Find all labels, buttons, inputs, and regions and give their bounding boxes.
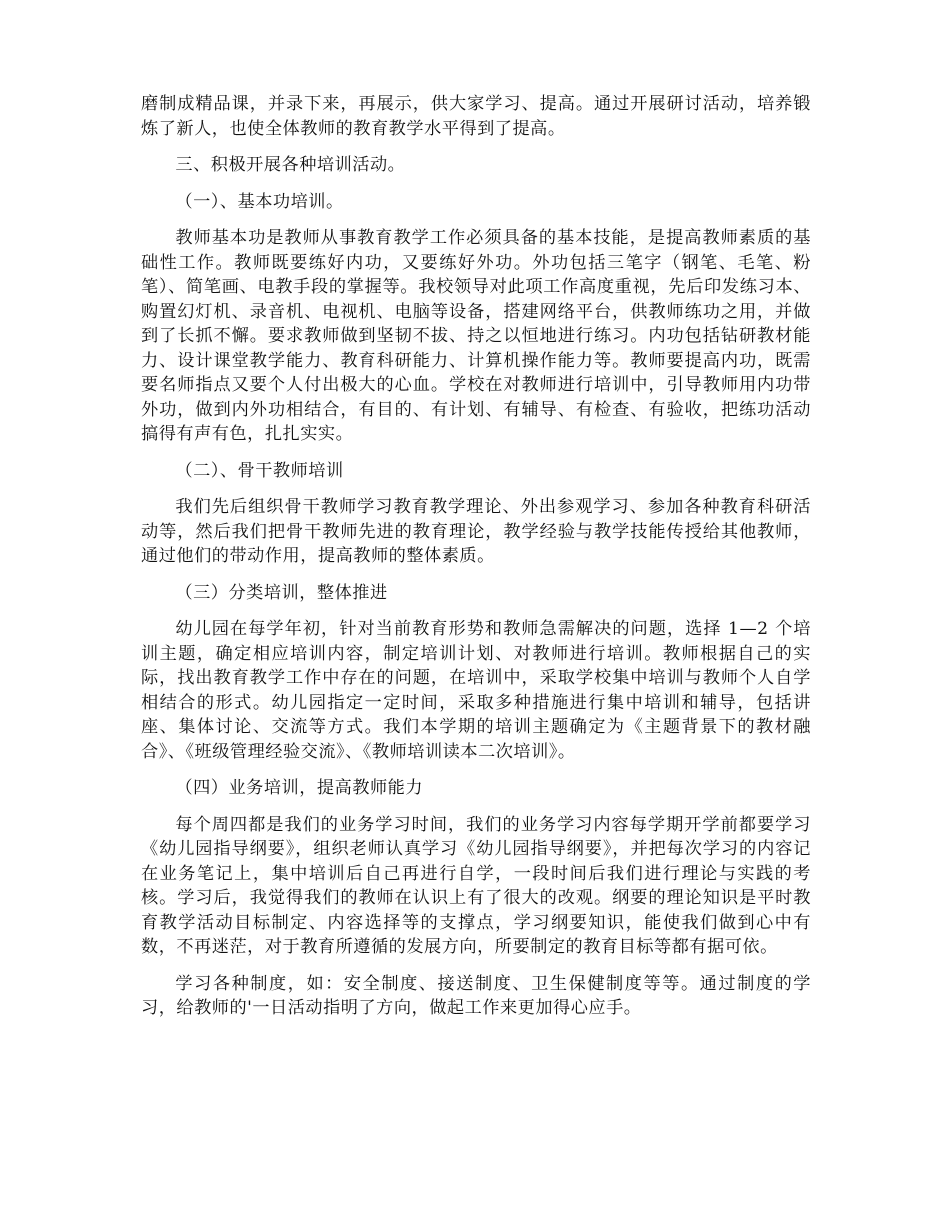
body-paragraph: 我们先后组织骨干教师学习教育教学理论、外出参观学习、参加各种教育科研活动等，然后我们把骨干教师先进的教育理论，教学经验与教学技能传授给其他教师，通过他们的带动作用，提高教师的整体素质。 bbox=[141, 497, 811, 566]
subsection-heading: （二）、骨干教师培训 bbox=[175, 460, 344, 481]
body-paragraph: 教师基本功是教师从事教育教学工作必须具备的基本技能，是提高教师素质的基础性工作。教师既要练好内功，又要练好外功。外功包括三笔字（钢笔、毛笔、粉笔）、简笔画、电教手段的掌握等。我校领导对此项工作高度重视，先后印发练习本、购置幻灯机、录音机、电视机、电脑等设备，搭建网络平台，供教师练功之用，并做到了长抓不懈。要求教师做到坚韧不拔、持之以恒地进行练习。内功包括钻研教材能力、设计课堂教学能力、教育科研能力、计算机操作能力等。教师要提高内功，既需要名师指点又要个人付出极大的心血。学校在对教师进行培训中，引导教师用内功带外功，做到内外功相结合，有目的、有计划、有辅导、有检查、有验收，把练功活动搞得有声有色，扎扎实实。 bbox=[141, 228, 811, 444]
body-paragraph: 学习各种制度，如：安全制度、接送制度、卫生保健制度等等。通过制度的学习，给教师的'一日活动指明了方向，做起工作来更加得心应手。 bbox=[141, 973, 811, 1018]
section-heading: 三、积极开展各种培训活动。 bbox=[175, 155, 406, 175]
document-body bbox=[141, 92, 811, 1033]
body-paragraph: 幼儿园在每学年初，针对当前教育形势和教师急需解决的问题，选择 1—2 个培训主题，确定相应培训内容，制定培训计划、对教师进行培训。教师根据自己的实际，找出教育教学工作中存在的问题，在培训中，采取学校集中培训与教师个人自学相结合的形式。幼儿园指定一定时间，采取多种措施进行集中培训和辅导，包括讲座、集体讨论、交流等方式。我们本学期的培训主题确定为《主题背景下的教材融合》、《班级管理经验交流》、《教师培训读本二次培训》。 bbox=[141, 619, 811, 762]
subsection-heading: （四）业务培训，提高教师能力 bbox=[175, 778, 424, 798]
subsection-heading: （三）分类培训，整体推进 bbox=[175, 582, 388, 603]
body-paragraph: 每个周四都是我们的业务学习时间，我们的业务学习内容每学期开学前都要学习《幼儿园指导纲要》，组织老师认真学习《幼儿园指导纲要》，并把每次学习的内容记在业务笔记上，集中培训后自己再进行自学，一段时间后我们进行理论与实践的考核。学习后，我觉得我们的教师在认识上有了很大的改观。纲要的理论知识是平时教育教学活动目标制定、内容选择等的支撑点，学习纲要知识，能使我们做到心中有数，不再迷茫，对于教育所遵循的发展方向，所要制定的教育目标等都有据可依。 bbox=[141, 814, 811, 957]
subsection-heading: （一）、基本功培训。 bbox=[175, 191, 344, 212]
paragraph-continuation: 磨制成精品课，并录下来，再展示，供大家学习、提高。通过开展研讨活动，培养锻炼了新人，也使全体教师的教育教学水平得到了提高。 bbox=[141, 94, 811, 139]
